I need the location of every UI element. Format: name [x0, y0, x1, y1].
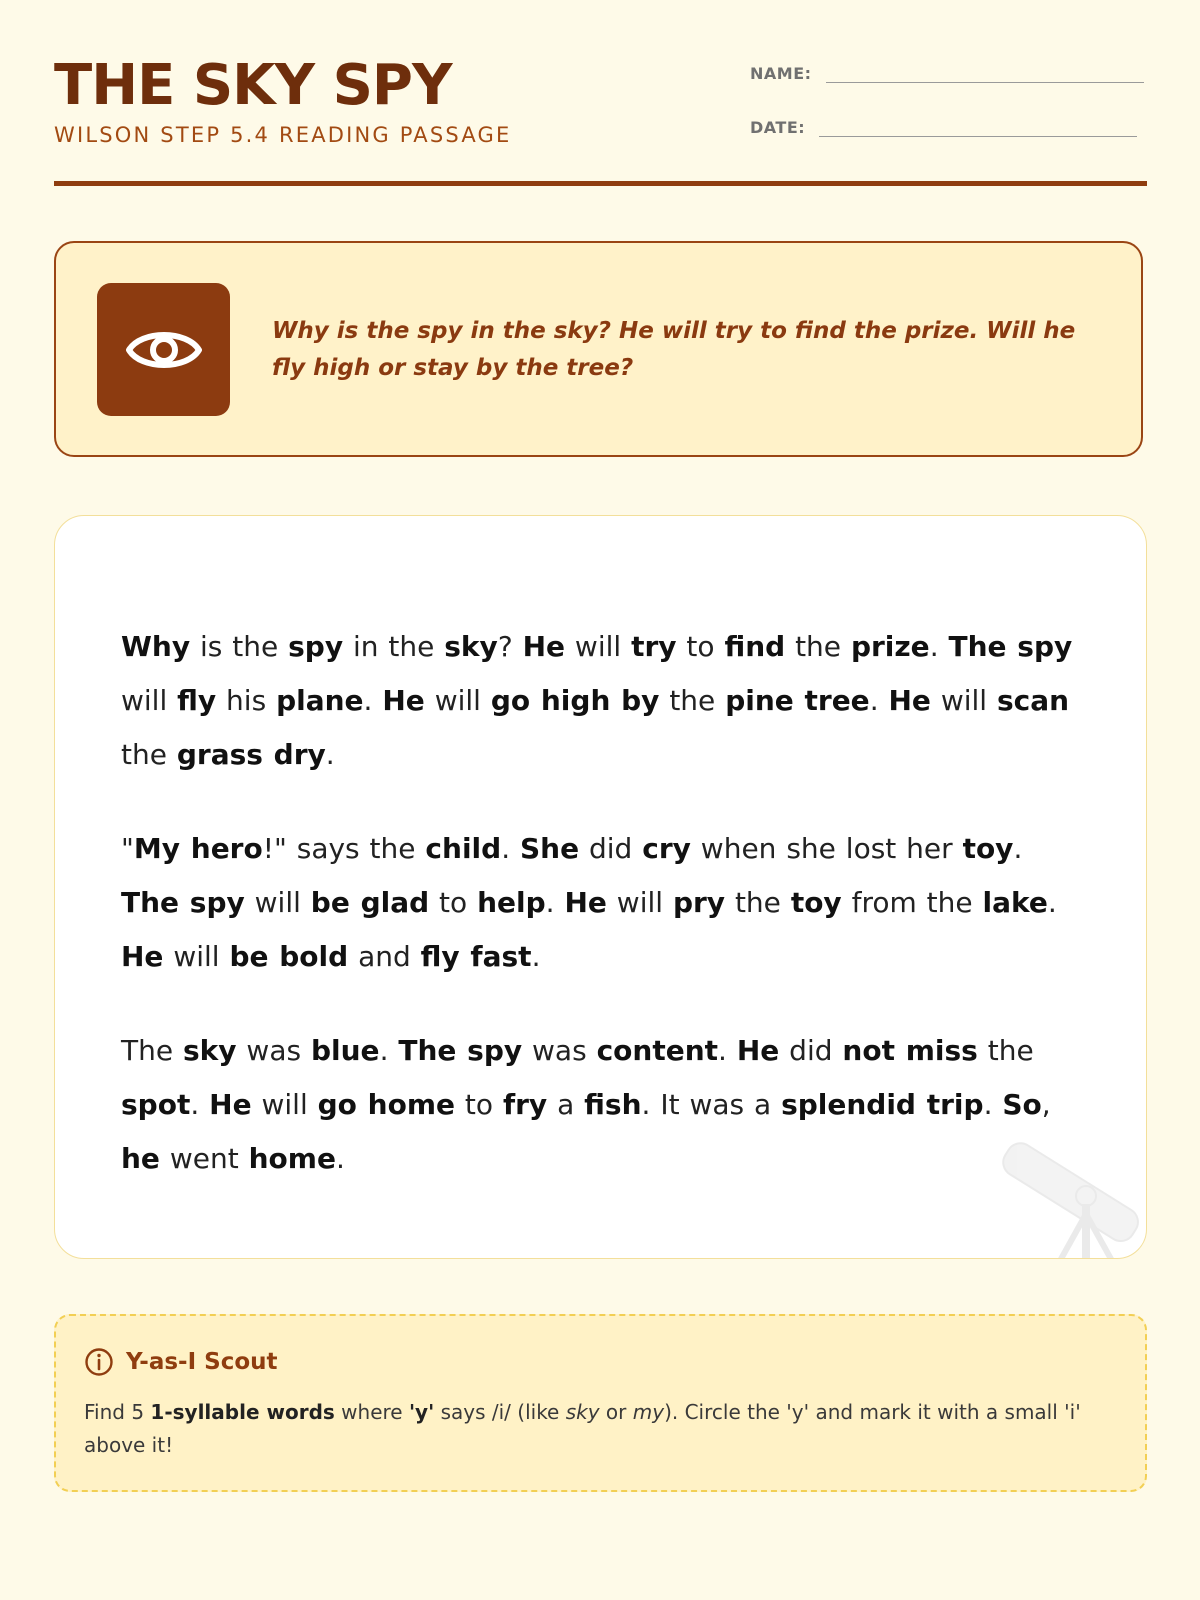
- header-divider: [54, 181, 1147, 186]
- text-run: to: [429, 886, 478, 919]
- text-run: his: [216, 684, 277, 717]
- bold-word: be bold: [229, 940, 349, 973]
- text-run: .: [983, 1088, 1003, 1121]
- text-run: .: [531, 940, 541, 973]
- bold-word: The spy: [398, 1034, 523, 1067]
- preview-box: [54, 241, 1143, 457]
- text-run: .: [325, 738, 335, 771]
- text-run: will: [565, 630, 632, 663]
- bold-word: fry: [502, 1088, 548, 1121]
- text-run: will: [244, 886, 311, 919]
- text-run: ,: [1041, 1088, 1051, 1121]
- scout-title: Y-as-I Scout: [126, 1349, 278, 1375]
- bold-word: toy: [790, 886, 842, 919]
- worksheet-page: [54, 0, 1147, 1600]
- bold-word: spot: [121, 1088, 191, 1121]
- text-run: did: [579, 832, 643, 865]
- reading-passage-card: [54, 515, 1147, 1259]
- bold-word: splendid trip: [781, 1088, 984, 1121]
- bold-word: The spy: [948, 630, 1073, 663]
- bold-word: blue: [310, 1034, 380, 1067]
- bold-word: be glad: [310, 886, 430, 919]
- text-run: to: [676, 630, 725, 663]
- bold-word: home: [248, 1142, 336, 1175]
- bold-word: child: [425, 832, 502, 865]
- bold-word: pry: [672, 886, 726, 919]
- scout-instruction: [84, 1396, 1114, 1462]
- bold-word: prize: [850, 630, 930, 663]
- bold-word: 'y': [408, 1400, 435, 1424]
- bold-word: So: [1002, 1088, 1042, 1121]
- bold-word: pine tree: [725, 684, 870, 717]
- passage-paragraph: [121, 822, 1081, 984]
- bold-word: fly: [177, 684, 217, 717]
- bold-word: He: [736, 1034, 780, 1067]
- text-run: ?: [497, 630, 523, 663]
- page-subtitle: WILSON STEP 5.4 READING PASSAGE: [54, 123, 512, 147]
- text-run: .: [718, 1034, 737, 1067]
- bold-word: not miss: [842, 1034, 978, 1067]
- name-field[interactable]: [750, 62, 1144, 83]
- bold-word: She: [520, 832, 580, 865]
- text-run: where: [334, 1400, 409, 1424]
- text-run: will: [121, 684, 178, 717]
- bold-word: The spy: [121, 886, 245, 919]
- bold-word: go high by: [490, 684, 660, 717]
- bold-word: spy: [288, 630, 344, 663]
- text-run: .: [363, 684, 383, 717]
- scout-activity-box: [54, 1314, 1147, 1492]
- italic-word: my: [632, 1400, 665, 1424]
- text-run: .: [190, 1088, 210, 1121]
- text-run: did: [779, 1034, 843, 1067]
- passage-paragraph: [121, 1024, 1081, 1186]
- text-run: went: [159, 1142, 249, 1175]
- bold-word: try: [631, 630, 677, 663]
- name-label: NAME:: [750, 64, 812, 83]
- text-run: .: [335, 1142, 345, 1175]
- bold-word: Why: [121, 630, 191, 663]
- text-run: in the: [343, 630, 445, 663]
- text-run: will: [163, 940, 230, 973]
- bold-word: toy: [962, 832, 1014, 865]
- text-run: .: [1013, 832, 1023, 865]
- text-run: ": [121, 832, 134, 865]
- eye-icon: [97, 283, 230, 416]
- text-run: . It was a: [641, 1088, 782, 1121]
- text-run: will: [930, 684, 997, 717]
- text-run: will: [251, 1088, 318, 1121]
- bold-word: help: [477, 886, 546, 919]
- text-run: .: [1047, 886, 1057, 919]
- bold-word: lake: [982, 886, 1048, 919]
- bold-word: fish: [584, 1088, 642, 1121]
- bold-word: He: [121, 940, 164, 973]
- text-run: .: [501, 832, 520, 865]
- bold-word: find: [724, 630, 786, 663]
- bold-word: 1-syllable words: [150, 1400, 335, 1424]
- text-run: the: [977, 1034, 1034, 1067]
- date-field[interactable]: [750, 116, 1137, 137]
- text-run: was: [236, 1034, 311, 1067]
- text-run: .: [545, 886, 565, 919]
- bold-word: cry: [642, 832, 691, 865]
- bold-word: go home: [317, 1088, 456, 1121]
- page-title: THE SKY SPY: [54, 53, 452, 118]
- scout-header: [84, 1347, 278, 1377]
- text-run: !" says the: [262, 832, 426, 865]
- text-run: is the: [190, 630, 289, 663]
- bold-word: grass dry: [176, 738, 326, 771]
- text-run: the: [121, 738, 177, 771]
- preview-question: Why is the spy in the sky? He will try to find the prize. Will he fly high or stay by the tree?: [272, 318, 1076, 381]
- text-run: a: [547, 1088, 585, 1121]
- text-run: and: [348, 940, 421, 973]
- text-run: or: [599, 1400, 633, 1424]
- telescope-icon: [986, 1118, 1147, 1259]
- bold-word: He: [564, 886, 607, 919]
- bold-word: He: [209, 1088, 252, 1121]
- passage-body: [121, 620, 1081, 1226]
- info-icon: [84, 1347, 114, 1377]
- bold-word: My hero: [133, 832, 263, 865]
- bold-word: content: [596, 1034, 719, 1067]
- bold-word: sky: [444, 630, 498, 663]
- text-run: Find 5: [84, 1400, 151, 1424]
- date-blank-line[interactable]: [819, 116, 1137, 137]
- text-run: the: [725, 886, 791, 919]
- bold-word: He: [382, 684, 425, 717]
- text-run: .: [379, 1034, 399, 1067]
- text-run: will: [606, 886, 673, 919]
- bold-word: plane: [276, 684, 364, 717]
- text-run: when she lost her: [690, 832, 963, 865]
- bold-word: sky: [182, 1034, 237, 1067]
- text-run: The: [121, 1034, 183, 1067]
- text-run: ). Circle the 'y' and mark it with a small 'i' above it!: [84, 1400, 1081, 1457]
- bold-word: He: [888, 684, 931, 717]
- text-run: the: [659, 684, 726, 717]
- text-run: the: [785, 630, 851, 663]
- text-run: was: [522, 1034, 597, 1067]
- text-run: .: [869, 684, 889, 717]
- bold-word: He: [522, 630, 566, 663]
- text-run: .: [929, 630, 949, 663]
- bold-word: he: [121, 1142, 160, 1175]
- passage-paragraph: [121, 620, 1081, 782]
- text-run: says /i/ (like: [434, 1400, 566, 1424]
- italic-word: sky: [565, 1400, 600, 1424]
- date-label: DATE:: [750, 118, 806, 137]
- bold-word: scan: [996, 684, 1070, 717]
- text-run: will: [424, 684, 491, 717]
- text-run: to: [455, 1088, 503, 1121]
- bold-word: fly fast: [420, 940, 532, 973]
- name-blank-line[interactable]: [826, 62, 1144, 83]
- text-run: from the: [841, 886, 983, 919]
